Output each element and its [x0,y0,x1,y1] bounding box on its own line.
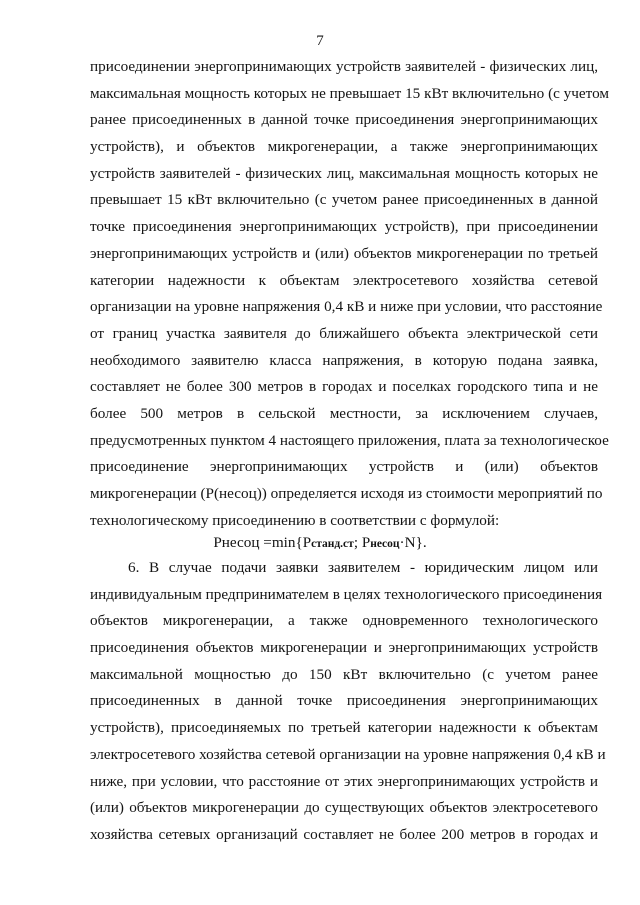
formula-tail: ·N}. [399,534,427,551]
text-line: микрогенерации (Р(несоц)) определяется исходя из стоимости мероприятий по [90,485,603,502]
text-line: 6. В случае подачи заявки заявителем - юридическим лицом или [128,559,598,576]
text-line: присоединение энергопринимающих устройств и (или) объектов [90,458,598,476]
text-line: энергопринимающих устройств и (или) объектов микрогенерации по третьей [90,244,598,262]
text-line: хозяйства сетевых организаций составляет не более 200 метров в городах и [90,825,598,843]
formula-p2: Р [361,535,371,551]
text-line: точке присоединения энергопринимающих устройств), при присоединении [90,218,598,236]
text-line: устройств заявителей - физических лиц, максимальная мощность которых не [90,164,598,182]
text-line: устройств), и объектов микрогенерации, а также энергопринимающих [90,138,598,156]
text-line: предусмотренных пунктом 4 настоящего приложения, плата за технологическое [90,431,609,449]
text-line: категории надежности к объектам электросетевого хозяйства сетевой [90,271,598,289]
text-line: присоединении энергопринимающих устройств заявителей - физических лиц, [90,58,598,75]
text-line: более 500 метров в сельской местности, за исключением случаев, [90,404,598,422]
paragraph-6 [90,555,606,849]
text-line: устройств), присоединяемых по третьей категории надежности к объектам [90,719,598,737]
text-line: необходимого заявителю класса напряжения, в которую подана заявка, [90,351,598,369]
text-line: от границ участка заявителя до ближайшего объекта электрической сети [90,324,598,342]
text-line: максимальная мощность которых не превышает 15 кВт включительно (с учетом [90,84,609,102]
text-line: объектов микрогенерации, а также одновременного технологического [90,612,598,630]
formula-sub1: станд.ст [311,538,354,550]
text-line: присоединения объектов микрогенерации и энергопринимающих устройств [90,639,598,657]
text-line: ранее присоединенных в данной точке присоединения энергопринимающих [90,111,598,129]
text-line: электросетевого хозяйства сетевой организации на уровне напряжения 0,4 кВ и [90,745,606,763]
page-number: 7 [316,33,324,49]
formula-sep: ; [353,534,362,551]
text-line: индивидуальным предпринимателем в целях технологического присоединения [90,585,603,603]
text-line: технологическому присоединению в соответствии с формулой: [90,511,500,529]
formula [0,530,640,557]
text-line: составляет не более 300 метров в городах и поселках городского типа и не [90,378,598,396]
text-line: (или) объектов микрогенерации до существующих объектов электросетевого [90,799,598,817]
text-line: организации на уровне напряжения 0,4 кВ и ниже при условии, что расстояние [90,298,603,316]
formula-sub2: несоц [370,538,400,550]
text-line: присоединенных в данной точке присоединения энергопринимающих [90,692,598,710]
formula-lhs: Рнесоц =min{ [213,534,303,551]
text-line: ниже, при условии, что расстояние от этих энергопринимающих устройств и [90,772,598,790]
paragraph-continued [90,54,609,534]
text-line: превышает 15 кВт включительно (с учетом ранее присоединенных в данной [90,191,598,209]
formula-p1: Р [302,535,312,551]
text-line: максимальной мощностью до 150 кВт включительно (с учетом ранее [90,665,598,683]
